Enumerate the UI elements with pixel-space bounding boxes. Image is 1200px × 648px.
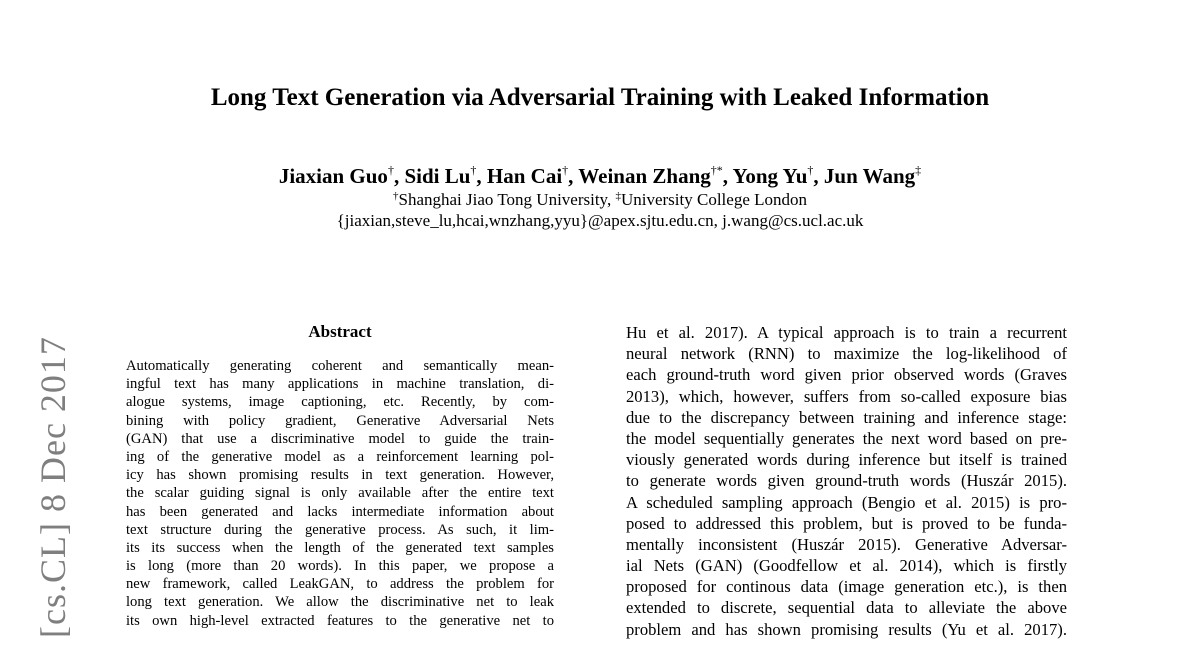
abstract-line: alogue systems, image captioning, etc. Recently, by com- [126, 394, 554, 411]
abstract-line: the scalar guiding signal is only available after the entire text [126, 485, 554, 502]
abstract-line: Automatically generating coherent and semantically mean- [126, 358, 554, 374]
affiliation-institution: Shanghai Jiao Tong University, [398, 190, 616, 209]
author-name: Han Cai [486, 164, 563, 188]
author-mark: † [470, 163, 477, 177]
affiliations [0, 190, 1200, 210]
abstract-line: has been generated and lacks intermediate information about [126, 503, 554, 520]
abstract-line: icy has shown promising results in text generation. However, [126, 467, 554, 484]
abstract-line: new framework, called LeakGAN, to address the problem for [126, 576, 554, 593]
author-mark: ‡ [915, 163, 922, 177]
abstract-line: its its success when the length of the generated text samples [126, 539, 554, 556]
abstract-line: long text generation. We allow the discriminative net to leak [126, 594, 554, 611]
abstract-line: (GAN) that use a discriminative model to guide the train- [126, 430, 554, 447]
abstract-line: text structure during the generative process. As such, it lim- [126, 521, 554, 538]
abstract-line: its own high-level extracted features to the generative net to [126, 612, 554, 629]
abstract-line: ing of the generative model as a reinforcement learning pol- [126, 448, 554, 465]
intro-line: due to the discrepancy between training and inference stage: [626, 407, 1067, 427]
author-name: Jiaxian Guo [278, 164, 388, 188]
intro-line: A scheduled sampling approach (Bengio et al. 2015) is pro- [626, 492, 1067, 512]
abstract-line: bining with policy gradient, Generative Adversarial Nets [126, 412, 554, 429]
intro-line: proposed for continous data (image generation etc.), is then [626, 577, 1067, 597]
intro-line: neural network (RNN) to maximize the log-likelihood of [626, 344, 1067, 364]
intro-line: each ground-truth word given prior observed words (Graves [626, 365, 1067, 385]
author-emails: {jiaxian,steve_lu,hcai,wnzhang,yyu}@apex.sjtu.edu.cn, j.wang@cs.ucl.ac.uk [336, 211, 864, 230]
intro-line: posed to addressed this problem, but is proved to be funda- [626, 513, 1067, 533]
abstract-line: ingful text has many applications in machine translation, di- [126, 376, 554, 393]
author-name: Yong Yu [732, 164, 808, 188]
author-mark: † [387, 163, 394, 177]
affiliation-mark: † [393, 190, 399, 202]
author-name: Jun Wang [823, 164, 916, 188]
author-mark: † [562, 163, 569, 177]
arxiv-side-stamp: [cs.CL] 8 Dec 2017 [33, 336, 73, 638]
affiliation-institution: University College London [620, 190, 807, 209]
intro-line: viously generated words during inference but itself is trained [626, 450, 1067, 470]
abstract-body [126, 357, 554, 630]
author-list: Jiaxian Guo†, Sidi Lu†, Han Cai†, Weinan Zhang†*, Yong Yu†, Jun Wang‡ [278, 163, 922, 188]
abstract-line: is long (more than 20 words). In this paper, we propose a [126, 558, 554, 575]
intro-line: Hu et al. 2017). A typical approach is to train a recurrent [626, 323, 1067, 342]
intro-line: the model sequentially generates the next word based on pre- [626, 428, 1067, 448]
intro-body [626, 322, 1067, 640]
intro-line: to generate words given ground-truth words (Huszár 2015). [626, 471, 1067, 491]
affiliation-mark: ‡ [615, 190, 621, 202]
author-mark: † [807, 163, 814, 177]
author-name: Sidi Lu [404, 164, 471, 188]
intro-line: mentally inconsistent (Huszár 2015). Generative Adversar- [626, 534, 1067, 554]
intro-line: extended to discrete, sequential data to alleviate the above [626, 598, 1067, 618]
abstract-heading: Abstract [308, 322, 372, 341]
author-mark: †* [710, 163, 723, 177]
intro-line: problem and has shown promising results (Yu et al. 2017). [626, 619, 1067, 639]
intro-line: ial Nets (GAN) (Goodfellow et al. 2014), which is firstly [626, 556, 1067, 576]
paper-title: Long Text Generation via Adversarial Training with Leaked Information [210, 84, 990, 111]
intro-line: 2013), which, however, suffers from so-called exposure bias [626, 386, 1067, 406]
author-name: Weinan Zhang [578, 164, 711, 188]
